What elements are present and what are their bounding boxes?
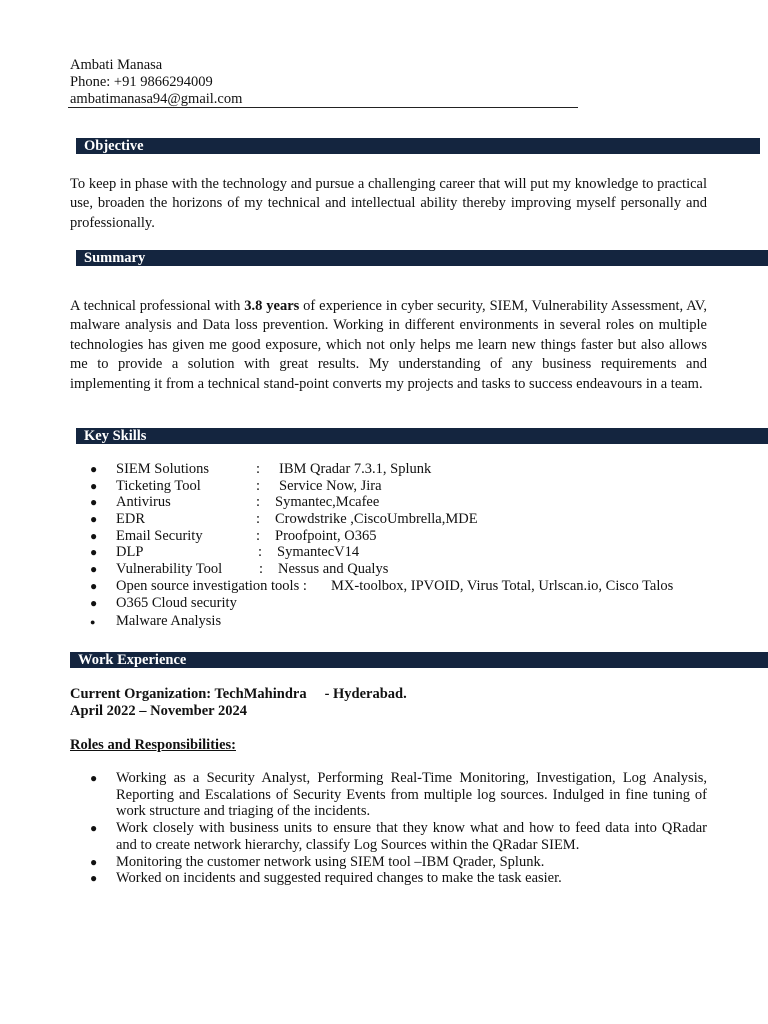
skill-separator: : xyxy=(256,461,261,477)
organization-location: - Hyderabad. xyxy=(324,686,407,702)
contact-block xyxy=(70,57,570,108)
skill-item xyxy=(70,595,750,612)
skill-name: Antivirus xyxy=(116,494,171,511)
role-item xyxy=(70,820,707,853)
experience-years: 3.8 years xyxy=(244,298,300,314)
bullet-icon: ● xyxy=(90,871,98,886)
skill-value: Crowdstrike ,CiscoUmbrella,MDE xyxy=(275,511,478,528)
skill-separator: : xyxy=(256,477,261,494)
section-header-work-experience: Work Experience xyxy=(70,652,768,668)
skill-separator: : xyxy=(256,527,261,544)
role-item xyxy=(70,854,707,871)
organization-name: Current Organization: TechMahindra xyxy=(70,686,307,702)
skill-value: IBM Qradar 7.3.1, Splunk xyxy=(279,461,432,477)
skill-name: EDR xyxy=(116,511,145,528)
roles-heading: Roles and Responsibilities: xyxy=(70,737,236,753)
skill-separator: : xyxy=(256,511,261,528)
bullet-icon: ● xyxy=(90,478,98,493)
skill-item xyxy=(70,544,750,561)
bullet-icon: ● xyxy=(90,854,98,869)
role-text: Working as a Security Analyst, Performing Real-Time Monitoring, Investigation, Log Analysis, Reporting and Escalations of Security Events from multiple log sources. Indulged in fine tuning of work structure and triaging of the incidents. xyxy=(116,770,707,820)
role-text: Monitoring the customer network using SIEM tool –IBM Qrader, Splunk. xyxy=(116,853,545,870)
skill-value: MX-toolbox, IPVOID, Virus Total, Urlscan.io, Cisco Talos xyxy=(331,577,674,594)
role-text: Work closely with business units to ensure that they know what and how to feed data into QRadar and to create network hierarchy, classify Log Sources within the QRadar SIEM. xyxy=(116,820,707,853)
section-header-key-skills: Key Skills xyxy=(76,428,768,444)
skill-value: Symantec,Mcafee xyxy=(275,494,380,511)
organization-block xyxy=(70,686,407,720)
skill-value: Proofpoint, O365 xyxy=(275,527,377,544)
phone-number: Phone: +91 9866294009 xyxy=(70,74,213,90)
skill-item xyxy=(70,511,750,528)
email-address: ambatimanasa94@gmail.com xyxy=(70,91,243,107)
skill-name: Vulnerability Tool xyxy=(116,561,223,578)
summary-text-rest: of experience in cyber security, SIEM, Vulnerability Assessment, AV, malware analysis and Data loss prevention. Working in different environments in several roles on multiple technologies has given me good exposure, which not only helps me learn new things faster but also allows me to provide a solution with great results. My understanding of any business requirements and implementing it from a technical stand-point converts my projects and tasks to success endeavours in a team. xyxy=(70,298,708,392)
skill-item xyxy=(70,478,750,495)
section-header-objective: Objective xyxy=(76,138,760,154)
bullet-icon: ● xyxy=(90,595,98,610)
skill-value: SymantecV14 xyxy=(277,544,360,561)
skill-item xyxy=(70,528,750,545)
header-divider xyxy=(68,107,578,108)
bullet-icon: ● xyxy=(90,528,98,543)
role-item xyxy=(70,770,707,820)
bullet-icon: ● xyxy=(90,545,98,560)
skill-item xyxy=(70,494,750,511)
bullet-icon: ● xyxy=(90,512,98,527)
skill-item xyxy=(70,461,750,478)
summary-text xyxy=(70,297,707,394)
skill-separator: : xyxy=(258,544,263,561)
skill-name: Ticketing Tool xyxy=(116,477,201,494)
bullet-icon: ● xyxy=(90,617,96,628)
roles-list xyxy=(70,770,707,887)
bullet-icon: ● xyxy=(90,562,98,577)
bullet-icon: ● xyxy=(90,495,98,510)
role-item xyxy=(70,870,707,887)
skill-name: O365 Cloud security xyxy=(116,594,237,611)
skill-separator: : xyxy=(256,494,261,511)
skill-value: Nessus and Qualys xyxy=(278,561,389,578)
summary-text-start: A technical professional with xyxy=(70,298,245,314)
skill-separator: : xyxy=(259,561,264,578)
skill-item xyxy=(70,613,750,630)
bullet-icon: ● xyxy=(90,578,98,593)
section-header-summary: Summary xyxy=(76,250,768,266)
skill-name: Open source investigation tools : xyxy=(116,577,307,594)
objective-text: To keep in phase with the technology and pursue a challenging career that will put my knowledge to practical use, broaden the horizons of my technical and intellectual ability thereby improving myself personally and professionally. xyxy=(70,176,707,231)
skill-name: Malware Analysis xyxy=(116,613,222,630)
skill-item xyxy=(70,578,750,595)
skill-value: Service Now, Jira xyxy=(279,477,382,494)
bullet-icon: ● xyxy=(90,771,98,785)
role-text: Worked on incidents and suggested required changes to make the task easier. xyxy=(116,870,562,887)
organization-line xyxy=(70,686,407,703)
skill-name: SIEM Solutions xyxy=(116,461,210,477)
skill-item xyxy=(70,561,750,578)
employment-dates: April 2022 – November 2024 xyxy=(70,703,247,719)
skill-name: Email Security xyxy=(116,527,203,544)
skills-list xyxy=(70,461,750,630)
skill-name: DLP xyxy=(116,544,144,561)
bullet-icon: ● xyxy=(90,821,98,836)
candidate-name: Ambati Manasa xyxy=(70,57,163,73)
bullet-icon: ● xyxy=(90,462,98,476)
